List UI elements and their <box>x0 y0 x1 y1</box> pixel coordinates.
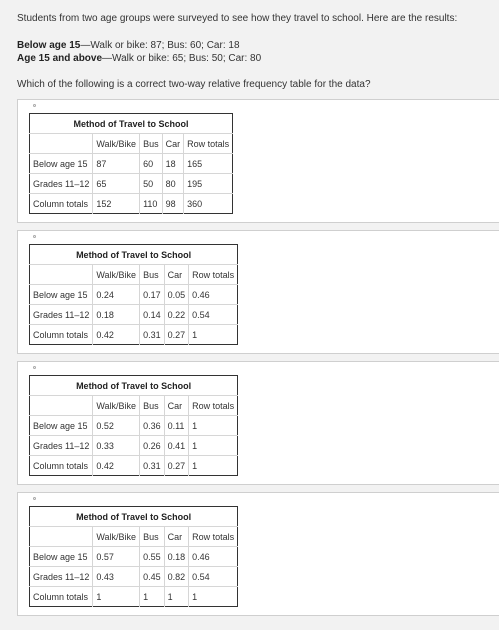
table-cell: 0.26 <box>140 436 165 456</box>
column-header: Row totals <box>189 396 238 416</box>
table-cell: 98 <box>162 194 184 214</box>
row-label: Below age 15 <box>30 547 93 567</box>
column-header: Walk/Bike <box>93 134 140 154</box>
column-header: Row totals <box>184 134 233 154</box>
result-text: —Walk or bike: 87; Bus: 60; Car: 18 <box>80 40 240 51</box>
table-cell: 0.42 <box>93 325 140 345</box>
table-corner <box>30 396 93 416</box>
radio-button[interactable] <box>33 104 36 107</box>
table-row <box>30 436 238 456</box>
frequency-table <box>29 113 233 214</box>
table-title: Method of Travel to School <box>76 511 192 522</box>
column-header: Car <box>164 527 189 547</box>
radio-button[interactable] <box>33 497 36 500</box>
answer-choice-d[interactable] <box>17 492 499 616</box>
table-row <box>30 154 233 174</box>
frequency-table <box>29 375 238 476</box>
table-cell: 0.55 <box>140 547 165 567</box>
result-text: —Walk or bike: 65; Bus: 50; Car: 80 <box>102 53 262 64</box>
table-cell: 65 <box>93 174 140 194</box>
table-cell: 152 <box>93 194 140 214</box>
table-row <box>30 174 233 194</box>
table-row <box>30 285 238 305</box>
question-prompt: Which of the following is a correct two-way relative frequency table for the data? <box>17 79 371 90</box>
column-header: Bus <box>140 396 165 416</box>
table-cell: 110 <box>140 194 163 214</box>
table-corner <box>30 134 93 154</box>
answer-choice-c[interactable] <box>17 361 499 485</box>
table-corner <box>30 265 93 285</box>
table-cell: 0.41 <box>164 436 189 456</box>
column-header: Walk/Bike <box>93 527 140 547</box>
table-cell: 0.36 <box>140 416 165 436</box>
column-header: Bus <box>140 265 165 285</box>
result-15-and-above <box>17 52 261 65</box>
table-cell: 0.27 <box>164 456 189 476</box>
row-label: Below age 15 <box>30 285 93 305</box>
table-cell: 0.05 <box>164 285 189 305</box>
table-cell: 87 <box>93 154 140 174</box>
result-below-15 <box>17 39 240 52</box>
row-label: Column totals <box>30 587 93 607</box>
row-label: Below age 15 <box>30 154 93 174</box>
table-cell: 0.46 <box>189 285 238 305</box>
frequency-table <box>29 244 238 345</box>
table-cell: 1 <box>189 456 238 476</box>
answer-choice-b[interactable] <box>17 230 499 354</box>
table-cell: 80 <box>162 174 184 194</box>
row-label: Column totals <box>30 325 93 345</box>
column-header: Row totals <box>189 265 238 285</box>
column-header: Car <box>162 134 184 154</box>
table-cell: 1 <box>189 436 238 456</box>
radio-button[interactable] <box>33 235 36 238</box>
table-cell: 0.18 <box>164 547 189 567</box>
table-cell: 0.42 <box>93 456 140 476</box>
table-title: Method of Travel to School <box>76 380 192 391</box>
table-cell: 0.22 <box>164 305 189 325</box>
column-header: Car <box>164 396 189 416</box>
table-cell: 1 <box>93 587 140 607</box>
table-corner <box>30 527 93 547</box>
table-cell: 1 <box>140 587 165 607</box>
table-cell: 0.31 <box>140 456 165 476</box>
table-cell: 60 <box>140 154 163 174</box>
row-label: Grades 11–12 <box>30 174 93 194</box>
table-cell: 0.57 <box>93 547 140 567</box>
column-header: Car <box>164 265 189 285</box>
table-cell: 0.11 <box>164 416 189 436</box>
table-row <box>30 456 238 476</box>
table-row <box>30 567 238 587</box>
table-row <box>30 587 238 607</box>
table-cell: 0.82 <box>164 567 189 587</box>
row-label: Below age 15 <box>30 416 93 436</box>
row-label: Column totals <box>30 456 93 476</box>
table-row <box>30 194 233 214</box>
table-row <box>30 416 238 436</box>
column-header: Walk/Bike <box>93 265 140 285</box>
table-row <box>30 325 238 345</box>
table-cell: 0.43 <box>93 567 140 587</box>
column-header: Bus <box>140 134 163 154</box>
table-cell: 195 <box>184 174 233 194</box>
table-cell: 0.24 <box>93 285 140 305</box>
table-cell: 18 <box>162 154 184 174</box>
table-cell: 0.45 <box>140 567 165 587</box>
row-label: Grades 11–12 <box>30 305 93 325</box>
table-cell: 0.18 <box>93 305 140 325</box>
row-label: Grades 11–12 <box>30 436 93 456</box>
table-cell: 165 <box>184 154 233 174</box>
table-title: Method of Travel to School <box>76 249 192 260</box>
table-cell: 360 <box>184 194 233 214</box>
table-row <box>30 305 238 325</box>
table-cell: 0.31 <box>140 325 165 345</box>
table-cell: 0.27 <box>164 325 189 345</box>
column-header: Row totals <box>189 527 238 547</box>
table-cell: 0.14 <box>140 305 165 325</box>
radio-button[interactable] <box>33 366 36 369</box>
table-cell: 1 <box>189 587 238 607</box>
table-cell: 50 <box>140 174 163 194</box>
question-intro: Students from two age groups were surveyed to see how they travel to school. Here are the results: <box>17 13 458 24</box>
result-label: Below age 15 <box>17 40 81 51</box>
table-cell: 0.52 <box>93 416 140 436</box>
table-cell: 0.17 <box>140 285 165 305</box>
row-label: Grades 11–12 <box>30 567 93 587</box>
answer-choice-a[interactable] <box>17 99 499 223</box>
table-cell: 1 <box>189 325 238 345</box>
table-cell: 0.54 <box>189 567 238 587</box>
table-cell: 1 <box>164 587 189 607</box>
column-header: Walk/Bike <box>93 396 140 416</box>
table-cell: 0.46 <box>189 547 238 567</box>
column-header: Bus <box>140 527 165 547</box>
table-row <box>30 547 238 567</box>
table-cell: 0.33 <box>93 436 140 456</box>
frequency-table <box>29 506 238 607</box>
result-label: Age 15 and above <box>17 53 103 64</box>
row-label: Column totals <box>30 194 93 214</box>
table-cell: 1 <box>189 416 238 436</box>
table-title: Method of Travel to School <box>73 118 189 129</box>
table-cell: 0.54 <box>189 305 238 325</box>
